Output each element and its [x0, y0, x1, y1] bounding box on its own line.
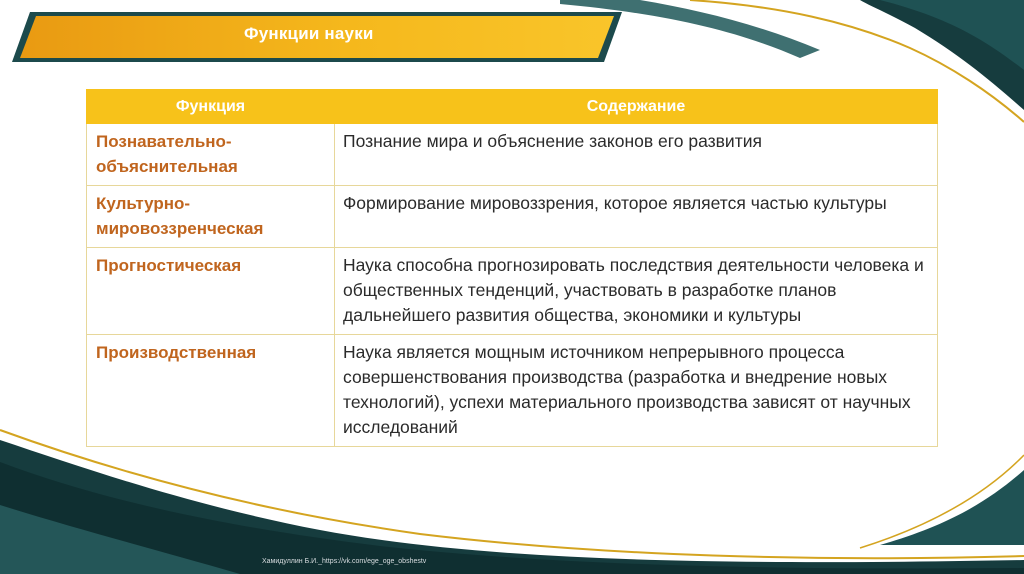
table-row	[87, 248, 938, 335]
table-row	[87, 335, 938, 447]
header-function: Функция	[87, 90, 335, 124]
function-content: Наука является мощным источником непрерывного процесса совершенствования производства (разработка и внедрение новых технологий), успехи материального производства зависят от научных исследований	[335, 335, 938, 447]
slide-title: Функции науки	[244, 24, 374, 43]
function-name: Прогностическая	[87, 248, 335, 335]
table-header-row	[87, 90, 938, 124]
function-content: Формирование мировоззрения, которое является частью культуры	[335, 186, 938, 248]
function-name: Культурно-мировоззренческая	[87, 186, 335, 248]
functions-table	[86, 89, 938, 447]
table-row	[87, 186, 938, 248]
function-content: Наука способна прогнозировать последствия деятельности человека и общественных тенденций, участвовать в разработке планов дальнейшего развития общества, экономики и культуры	[335, 248, 938, 335]
table-row	[87, 124, 938, 186]
header-content: Содержание	[335, 90, 938, 124]
function-name: Познавательно-объяснительная	[87, 124, 335, 186]
function-name: Производственная	[87, 335, 335, 447]
footer-credit: Хамидуллин Б.И._https://vk.com/ege_oge_obshestv	[262, 558, 427, 565]
function-content: Познание мира и объяснение законов его развития	[335, 124, 938, 186]
